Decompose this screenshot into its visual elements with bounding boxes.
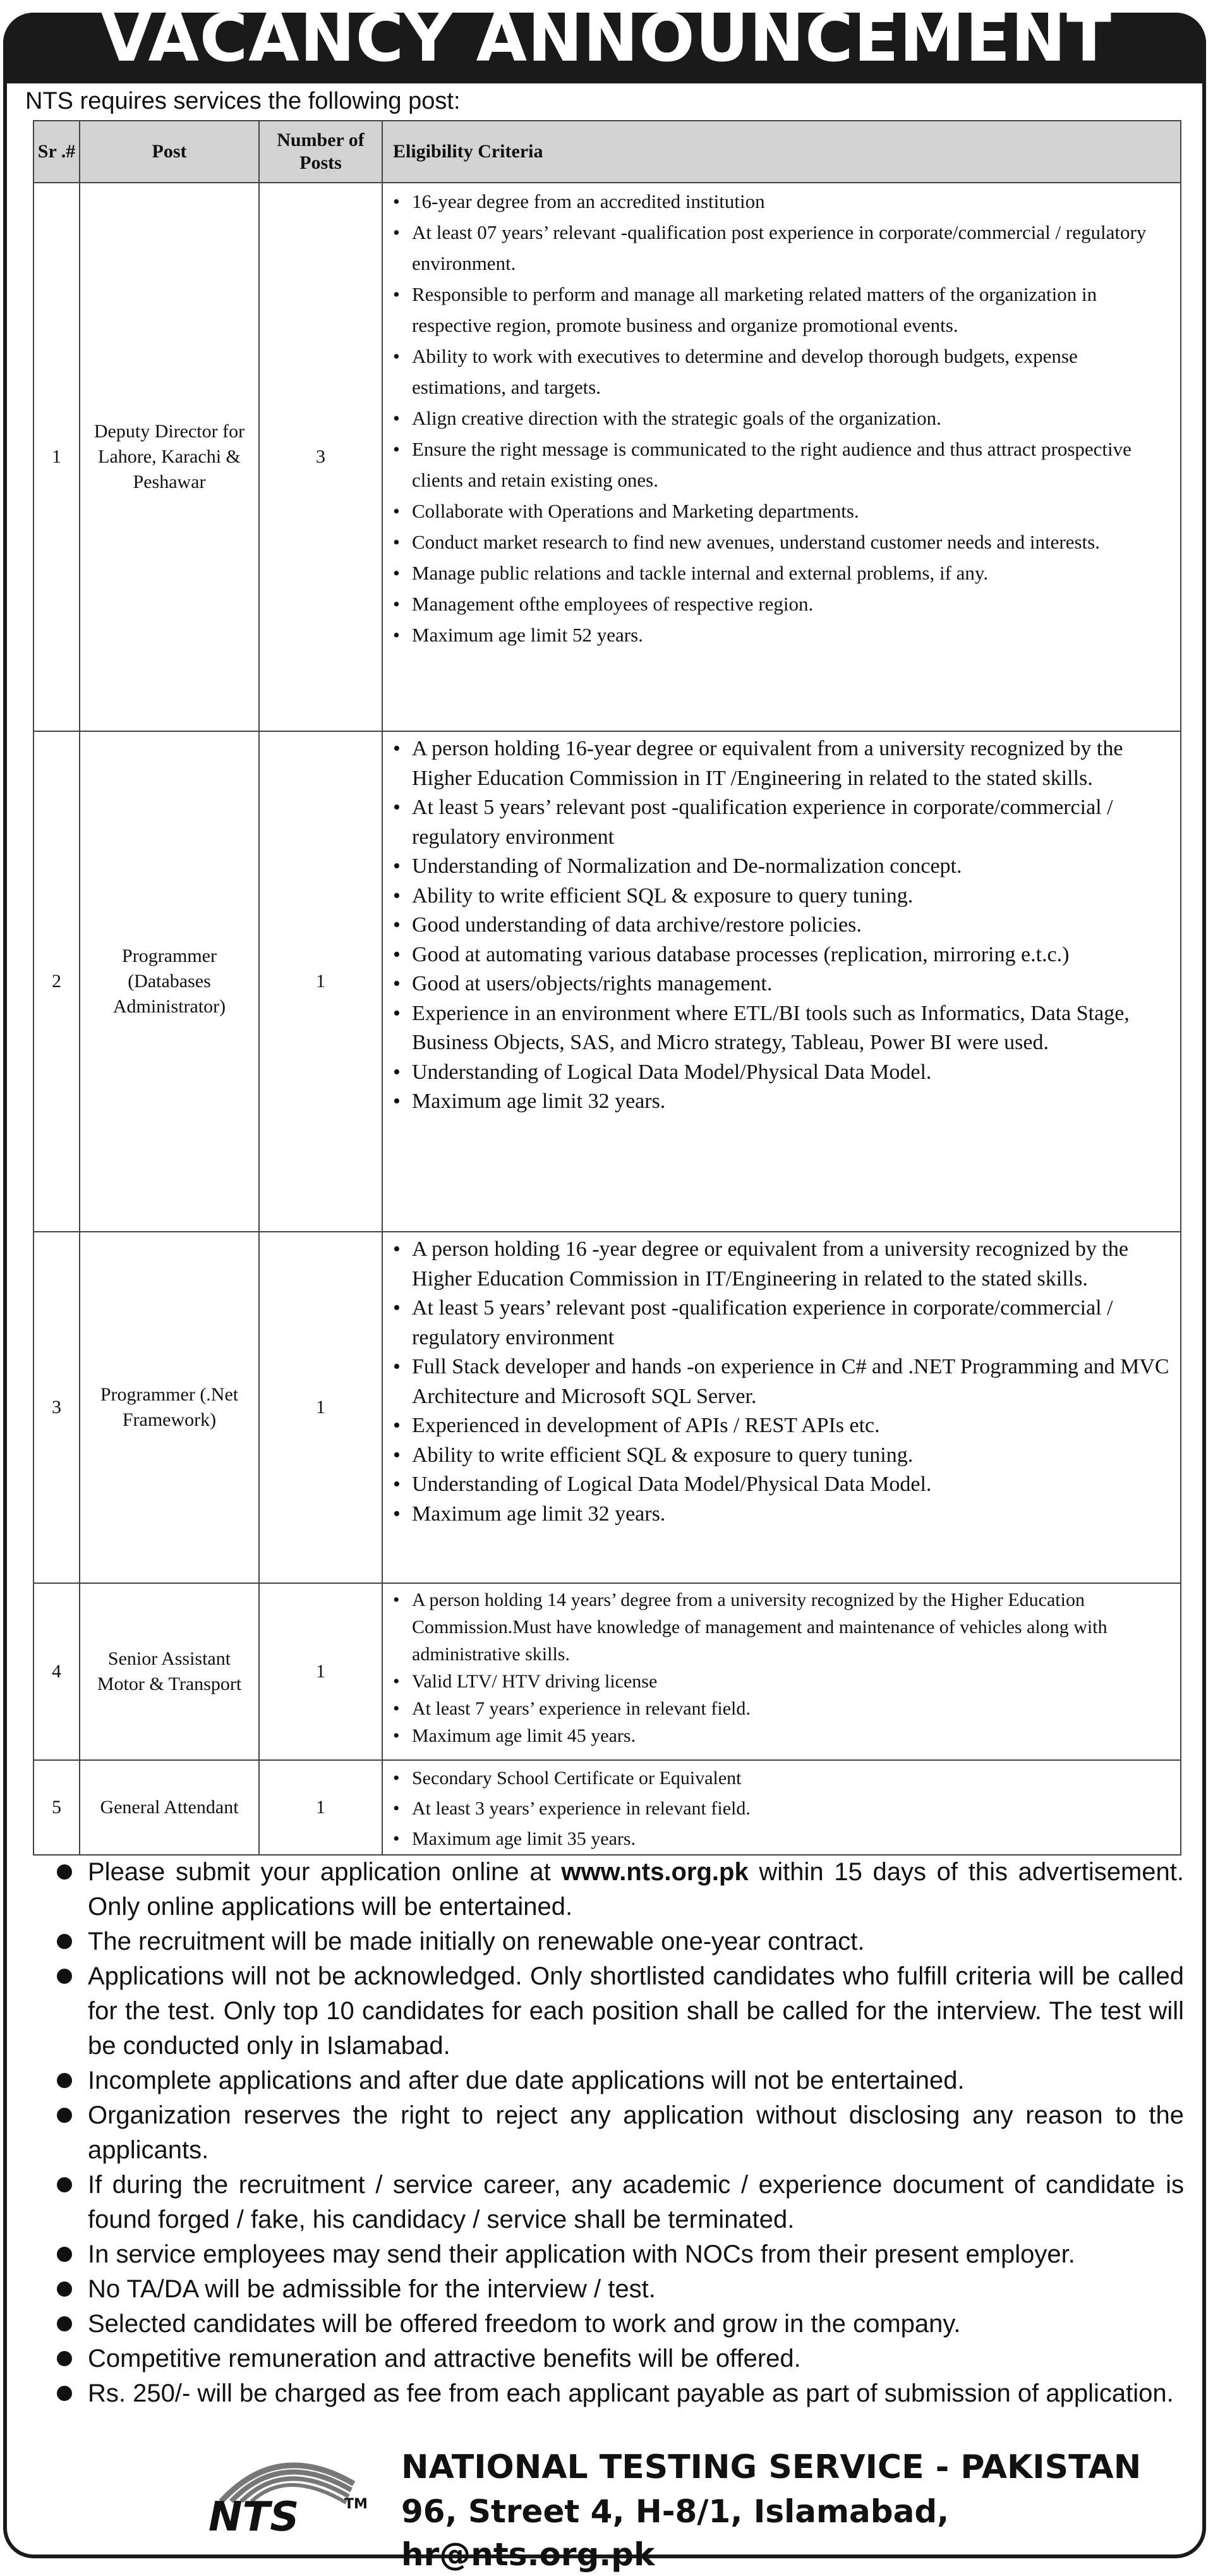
criteria-item: • A person holding 16 -year degree or equivalent from a university recognized by the Higher Education Commission in IT/Engineering in related to the stated skills. bbox=[388, 1235, 1174, 1294]
logo-text: NTS bbox=[208, 2494, 299, 2541]
criteria-item: • A person holding 14 years’ degree from a university recognized by the Higher Education Commission.Must have knowledge of management and maintenance of vehicles along with administrative skills. bbox=[388, 1586, 1174, 1668]
row-count: 3 bbox=[259, 183, 382, 731]
row-criteria bbox=[382, 1232, 1181, 1583]
note-item: Incomplete applications and after due date applications will not be entertained. bbox=[28, 2063, 1184, 2098]
criteria-item: • Collaborate with Operations and Marketing departments. bbox=[388, 495, 1174, 526]
criteria-item: • Understanding of Normalization and De-normalization concept. bbox=[388, 852, 1174, 882]
criteria-item: • Conduct market research to find new avenues, understand customer needs and interests. bbox=[388, 526, 1174, 557]
header-number: Number of Posts bbox=[259, 121, 382, 183]
row-post: Programmer (Databases Administrator) bbox=[80, 731, 259, 1232]
row-post: Deputy Director for Lahore, Karachi & Peshawar bbox=[80, 183, 259, 731]
criteria-item: • Full Stack developer and hands -on experience in C# and .NET Programming and MVC Architecture and Microsoft SQL Server. bbox=[388, 1352, 1174, 1411]
criteria-list bbox=[388, 1586, 1174, 1749]
note-item bbox=[28, 1855, 1184, 1924]
nts-logo bbox=[208, 2446, 379, 2541]
row-sr: 4 bbox=[33, 1583, 80, 1760]
criteria-item: • Experienced in development of APIs / REST APIs etc. bbox=[388, 1411, 1174, 1441]
criteria-item: • Ability to write efficient SQL & exposure to query tuning. bbox=[388, 882, 1174, 911]
table-header-row bbox=[33, 121, 1181, 183]
note-item: The recruitment will be made initially on renewable one-year contract. bbox=[28, 1924, 1184, 1959]
row-sr: 5 bbox=[33, 1760, 80, 1855]
note-text: within 15 days of this advertisement. Only online applications will be entertained. bbox=[88, 1858, 1184, 1921]
row-sr: 1 bbox=[33, 183, 80, 731]
row-count: 1 bbox=[259, 1583, 382, 1760]
row-criteria bbox=[382, 1760, 1181, 1855]
criteria-item: • Maximum age limit 35 years. bbox=[388, 1824, 1174, 1854]
criteria-item: • Experience in an environment where ETL/BI tools such as Informatics, Data Stage, Business Objects, SAS, and Micro strategy, Tableau, Power BI were used. bbox=[388, 999, 1174, 1058]
note-item: Rs. 250/- will be charged as fee from each applicant payable as part of submission of application. bbox=[28, 2376, 1184, 2411]
logo-trademark: TM bbox=[344, 2496, 368, 2512]
note-item: In service employees may send their application with NOCs from their present employer. bbox=[28, 2237, 1184, 2272]
criteria-item: • Good at automating various database processes (replication, mirroring e.t.c.) bbox=[388, 940, 1174, 970]
criteria-item: • Maximum age limit 45 years. bbox=[388, 1722, 1174, 1749]
header-post: Post bbox=[80, 121, 259, 183]
row-sr: 2 bbox=[33, 731, 80, 1232]
intro-text: NTS requires services the following post: bbox=[25, 88, 461, 114]
row-criteria bbox=[382, 731, 1181, 1232]
table-row bbox=[33, 183, 1181, 731]
page-title: VACANCY ANNOUNCEMENT bbox=[101, 0, 1112, 76]
criteria-item: • 16-year degree from an accredited institution bbox=[388, 186, 1174, 217]
row-sr: 3 bbox=[33, 1232, 80, 1583]
criteria-item: • At least 5 years’ relevant post -qualification experience in corporate/commercial / regulatory environment bbox=[388, 1294, 1174, 1352]
table-row bbox=[33, 731, 1181, 1232]
note-item: Applications will not be acknowledged. Only shortlisted candidates who fulfill criteria will be called for the test. Only top 10 candidates for each position shall be called for the interview. The test will be conducted only in Islamabad. bbox=[28, 1959, 1184, 2063]
organization-name: NATIONAL TESTING SERVICE - PAKISTAN bbox=[401, 2448, 1142, 2486]
table-row bbox=[33, 1232, 1181, 1583]
header-criteria: Eligibility Criteria bbox=[382, 121, 1181, 183]
note-item: Selected candidates will be offered freedom to work and grow in the company. bbox=[28, 2307, 1184, 2342]
row-criteria bbox=[382, 183, 1181, 731]
table-row bbox=[33, 1583, 1181, 1760]
instructions-list bbox=[28, 1855, 1184, 2411]
row-count: 1 bbox=[259, 1760, 382, 1855]
note-item: No TA/DA will be admissible for the interview / test. bbox=[28, 2272, 1184, 2307]
criteria-list bbox=[388, 734, 1174, 1117]
criteria-item: • Management ofthe employees of respective region. bbox=[388, 588, 1174, 619]
criteria-item: • Understanding of Logical Data Model/Physical Data Model. bbox=[388, 1058, 1174, 1088]
criteria-list bbox=[388, 1763, 1174, 1854]
note-item: Organization reserves the right to reject any application without disclosing any reason to the applicants. bbox=[28, 2098, 1184, 2168]
criteria-list bbox=[388, 186, 1174, 650]
criteria-item: • A person holding 16-year degree or equivalent from a university recognized by the Higher Education Commission in IT /Engineering in related to the stated skills. bbox=[388, 734, 1174, 793]
criteria-item: • Maximum age limit 52 years. bbox=[388, 619, 1174, 650]
criteria-item: • Maximum age limit 32 years. bbox=[388, 1087, 1174, 1117]
row-post: Senior Assistant Motor & Transport bbox=[80, 1583, 259, 1760]
website-link[interactable]: www.nts.org.pk bbox=[561, 1858, 749, 1886]
note-text: Please submit your application online at bbox=[88, 1858, 562, 1886]
criteria-item: • At least 3 years’ experience in relevant field. bbox=[388, 1794, 1174, 1824]
criteria-item: • Good at users/objects/rights management. bbox=[388, 969, 1174, 999]
criteria-item: • Responsible to perform and manage all marketing related matters of the organization in respective region, promote business and organize promotional events. bbox=[388, 279, 1174, 341]
criteria-item: • Good understanding of data archive/restore policies. bbox=[388, 911, 1174, 940]
criteria-item: • Ability to work with executives to determine and develop thorough budgets, expense estimations, and targets. bbox=[388, 341, 1174, 403]
row-criteria bbox=[382, 1583, 1181, 1760]
criteria-item: • Align creative direction with the strategic goals of the organization. bbox=[388, 403, 1174, 434]
criteria-list bbox=[388, 1235, 1174, 1529]
row-count: 1 bbox=[259, 731, 382, 1232]
criteria-item: • Maximum age limit 32 years. bbox=[388, 1500, 1174, 1529]
organization-address: 96, Street 4, H-8/1, Islamabad, hr@nts.org.pk bbox=[401, 2493, 950, 2573]
vacancy-table bbox=[33, 120, 1181, 1856]
row-post: General Attendant bbox=[80, 1760, 259, 1855]
footer-info bbox=[401, 2445, 1213, 2576]
criteria-item: • Ability to write efficient SQL & exposure to query tuning. bbox=[388, 1441, 1174, 1471]
criteria-item: • At least 5 years’ relevant post -qualification experience in corporate/commercial / regulatory environment bbox=[388, 793, 1174, 852]
table-row bbox=[33, 1760, 1181, 1855]
row-count: 1 bbox=[259, 1232, 382, 1583]
criteria-item: • Valid LTV/ HTV driving license bbox=[388, 1668, 1174, 1695]
note-item: If during the recruitment / service career, any academic / experience document of candidate is found forged / fake, his candidacy / service shall be terminated. bbox=[28, 2168, 1184, 2237]
criteria-item: • Ensure the right message is communicated to the right audience and thus attract prospective clients and retain existing ones. bbox=[388, 434, 1174, 495]
criteria-item: • Manage public relations and tackle internal and external problems, if any. bbox=[388, 557, 1174, 588]
header-sr: Sr .# bbox=[33, 121, 80, 183]
row-post: Programmer (.Net Framework) bbox=[80, 1232, 259, 1583]
criteria-item: • Secondary School Certificate or Equivalent bbox=[388, 1763, 1174, 1794]
note-item: Competitive remuneration and attractive benefits will be offered. bbox=[28, 2342, 1184, 2376]
criteria-item: • Understanding of Logical Data Model/Physical Data Model. bbox=[388, 1470, 1174, 1500]
criteria-item: • At least 7 years’ experience in relevant field. bbox=[388, 1695, 1174, 1722]
criteria-item: • At least 07 years’ relevant -qualification post experience in corporate/commercial / regulatory environment. bbox=[388, 217, 1174, 279]
